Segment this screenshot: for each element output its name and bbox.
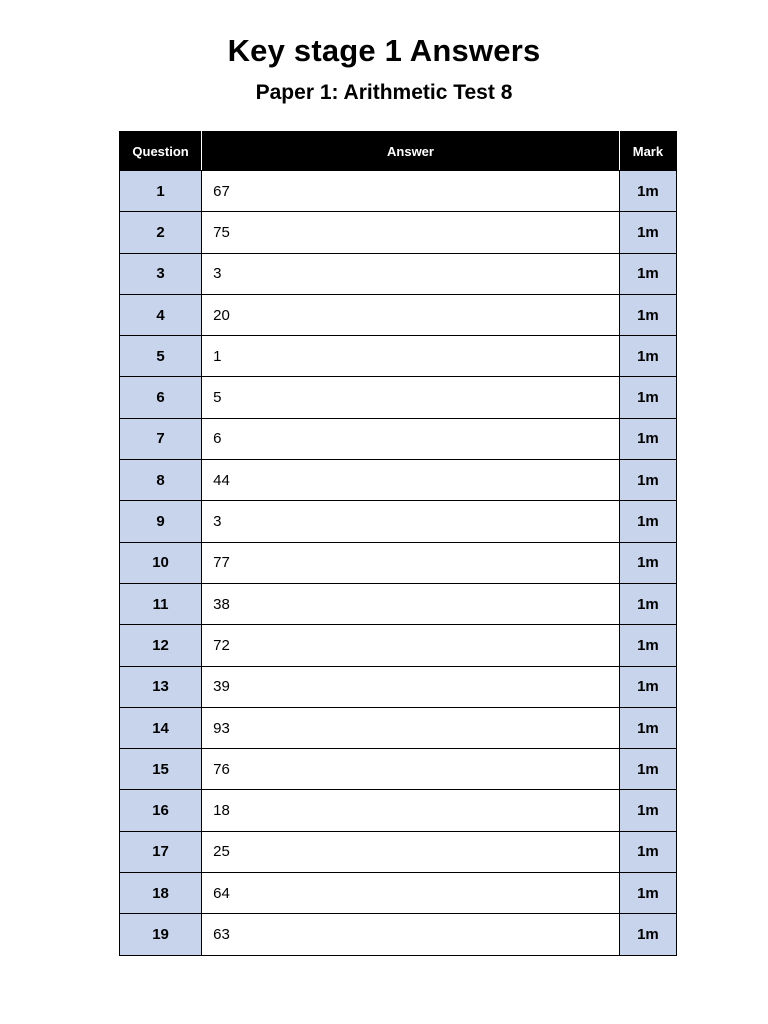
answer-cell: 3 [202, 501, 620, 542]
table-row [120, 501, 677, 542]
table-row [120, 542, 677, 583]
table-row [120, 377, 677, 418]
page-subtitle: Paper 1: Arithmetic Test 8 [255, 81, 513, 104]
mark-cell: 1m [619, 873, 676, 914]
answer-cell: 75 [202, 212, 620, 253]
question-number-cell: 4 [120, 294, 202, 335]
table-row [120, 212, 677, 253]
question-number-cell: 3 [120, 253, 202, 294]
answer-cell: 18 [202, 790, 620, 831]
column-header-answer: Answer [202, 132, 620, 171]
table-row [120, 625, 677, 666]
question-number-cell: 10 [120, 542, 202, 583]
table-row [120, 253, 677, 294]
question-number-cell: 9 [120, 501, 202, 542]
mark-cell: 1m [619, 171, 676, 212]
question-number-cell: 11 [120, 583, 202, 624]
mark-cell: 1m [619, 336, 676, 377]
question-number-cell: 19 [120, 914, 202, 955]
table-body [120, 171, 677, 956]
question-number-cell: 15 [120, 749, 202, 790]
answer-cell: 1 [202, 336, 620, 377]
mark-cell: 1m [619, 501, 676, 542]
answer-cell: 76 [202, 749, 620, 790]
mark-cell: 1m [619, 707, 676, 748]
question-number-cell: 1 [120, 171, 202, 212]
table-row [120, 914, 677, 955]
answer-cell: 25 [202, 831, 620, 872]
answer-cell: 93 [202, 707, 620, 748]
table-row [120, 831, 677, 872]
question-number-cell: 14 [120, 707, 202, 748]
table-row [120, 873, 677, 914]
question-number-cell: 8 [120, 460, 202, 501]
answer-cell: 64 [202, 873, 620, 914]
mark-cell: 1m [619, 377, 676, 418]
question-number-cell: 2 [120, 212, 202, 253]
mark-cell: 1m [619, 914, 676, 955]
table-row [120, 294, 677, 335]
table-row [120, 418, 677, 459]
mark-cell: 1m [619, 542, 676, 583]
mark-cell: 1m [619, 625, 676, 666]
column-header-mark: Mark [619, 132, 676, 171]
answer-cell: 72 [202, 625, 620, 666]
mark-cell: 1m [619, 460, 676, 501]
question-number-cell: 18 [120, 873, 202, 914]
table-row [120, 749, 677, 790]
table-row [120, 460, 677, 501]
table-row [120, 171, 677, 212]
answer-cell: 5 [202, 377, 620, 418]
mark-cell: 1m [619, 583, 676, 624]
question-number-cell: 13 [120, 666, 202, 707]
table-header-row [120, 132, 677, 171]
answer-cell: 77 [202, 542, 620, 583]
mark-cell: 1m [619, 212, 676, 253]
question-number-cell: 17 [120, 831, 202, 872]
answer-cell: 6 [202, 418, 620, 459]
question-number-cell: 6 [120, 377, 202, 418]
table-row [120, 336, 677, 377]
mark-cell: 1m [619, 418, 676, 459]
question-number-cell: 5 [120, 336, 202, 377]
answer-cell: 63 [202, 914, 620, 955]
mark-cell: 1m [619, 294, 676, 335]
question-number-cell: 16 [120, 790, 202, 831]
mark-cell: 1m [619, 831, 676, 872]
answer-cell: 38 [202, 583, 620, 624]
answer-cell: 3 [202, 253, 620, 294]
mark-cell: 1m [619, 790, 676, 831]
page-title: Key stage 1 Answers [227, 33, 541, 68]
answer-cell: 44 [202, 460, 620, 501]
answer-cell: 67 [202, 171, 620, 212]
mark-cell: 1m [619, 666, 676, 707]
mark-cell: 1m [619, 253, 676, 294]
column-header-question: Question [120, 132, 202, 171]
answer-cell: 20 [202, 294, 620, 335]
table-row [120, 583, 677, 624]
mark-cell: 1m [619, 749, 676, 790]
answer-cell: 39 [202, 666, 620, 707]
table-row [120, 707, 677, 748]
table-row [120, 790, 677, 831]
answers-table [119, 131, 677, 956]
question-number-cell: 12 [120, 625, 202, 666]
table-row [120, 666, 677, 707]
question-number-cell: 7 [120, 418, 202, 459]
